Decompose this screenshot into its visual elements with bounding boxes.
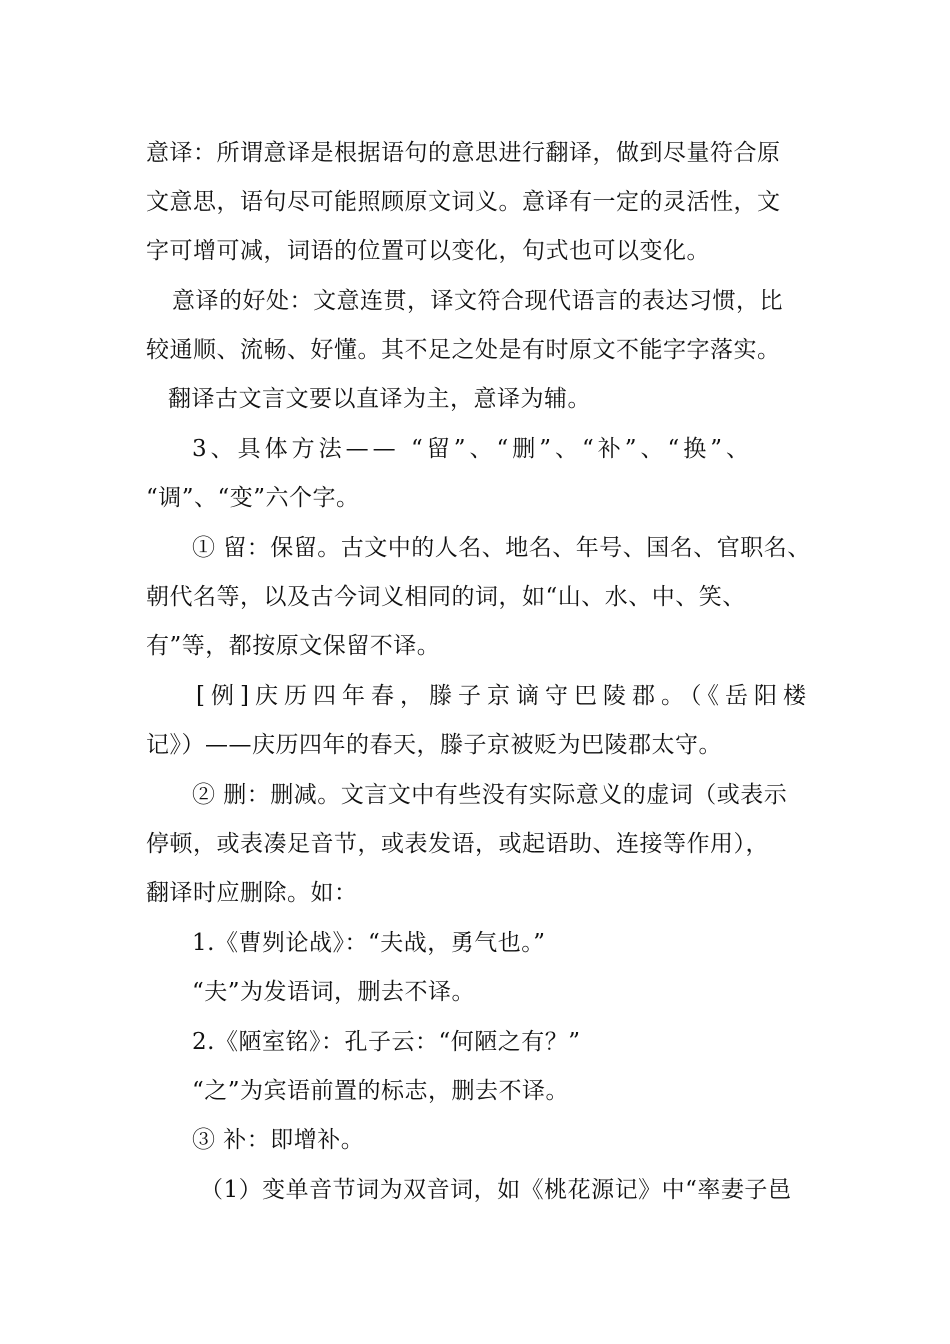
text-line-16: 翻译时应删除。如：: [146, 880, 358, 906]
text-line-13: 记》）——庆历四年的春天，滕子京被贬为巴陵郡太守。: [146, 732, 722, 758]
text-line-14: ② 删：删减。文言文中有些没有实际意义的虚词（或表示: [192, 782, 788, 808]
text-line-7: 3、具体方法—— “留”、“删”、“补”、“换”、: [192, 436, 754, 462]
text-line-22: （1）变单音节词为双音词，如《桃花源记》中“率妻子邑: [200, 1177, 792, 1203]
text-line-11: 有”等，都按原文保留不译。: [146, 633, 441, 659]
text-line-15: 停顿，或表凑足音节，或表发语，或起语助、连接等作用），: [146, 831, 769, 857]
text-line-18: “夫”为发语词，删去不译。: [192, 979, 476, 1005]
text-line-5: 较通顺、流畅、好懂。其不足之处是有时原文不能字字落实。: [146, 337, 781, 363]
text-line-17: 1.《曹刿论战》：“夫战，勇气也。”: [192, 930, 546, 956]
text-line-21: ③ 补：即增补。: [192, 1127, 365, 1153]
text-line-10: 朝代名等，以及古今词义相同的词，如“山、水、中、笑、: [146, 584, 746, 610]
text-line-12: [例]庆历四年春，滕子京谪守巴陵郡。（《岳阳楼: [196, 683, 812, 709]
text-line-1: 意译：所谓意译是根据语句的意思进行翻译，做到尽量符合原: [146, 140, 781, 166]
text-line-6: 翻译古文言文要以直译为主，意译为辅。: [168, 386, 591, 412]
text-line-20: “之”为宾语前置的标志，删去不译。: [192, 1078, 570, 1104]
text-line-9: ① 留：保留。古文中的人名、地名、年号、国名、官职名、: [192, 535, 811, 561]
text-line-19: 2.《陋室铭》：孔子云：“何陋之有？”: [192, 1029, 581, 1055]
text-line-4: 意译的好处：文意连贯，译文符合现代语言的表达习惯，比: [172, 288, 783, 314]
text-line-3: 字可增可减，词语的位置可以变化，句式也可以变化。: [146, 238, 710, 264]
text-line-2: 文意思，语句尽可能照顾原文词义。意译有一定的灵活性，文: [146, 189, 781, 215]
text-line-8: “调”、“变”六个字。: [146, 485, 360, 511]
